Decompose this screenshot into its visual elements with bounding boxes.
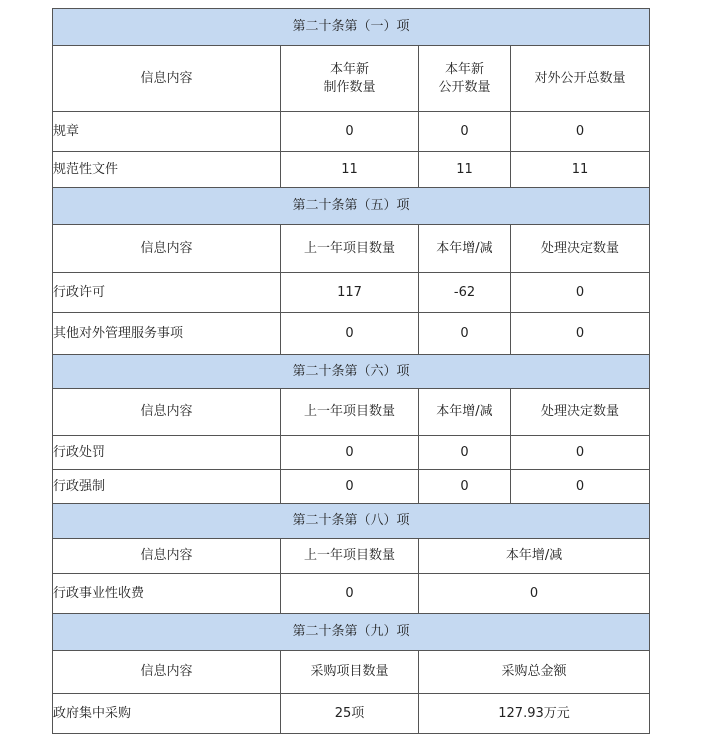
header-procurement-count: 采购项目数量 [281,651,419,694]
header-line: 本年新 [329,61,369,77]
cell-value: 0 [281,436,419,470]
header-decision-count: 处理决定数量 [511,389,650,436]
cell-value: 0 [511,313,650,355]
section-header-1 [53,9,650,46]
section-title: 第二十条第（五）项 [53,188,650,225]
header-prev-year-count: 上一年项目数量 [281,389,419,436]
column-header-row [53,225,650,273]
column-header-row [53,46,650,112]
cell-value: 0 [419,313,511,355]
row-label: 行政处罚 [53,436,281,470]
section-title: 第二十条第（六）项 [53,355,650,389]
header-change: 本年增/减 [419,389,511,436]
row-label: 行政强制 [53,470,281,504]
column-header-row [53,539,650,574]
header-prev-year-count: 上一年项目数量 [281,539,419,574]
header-info-content: 信息内容 [53,225,281,273]
header-new-published [419,46,511,112]
row-label: 其他对外管理服务事项 [53,313,281,355]
section-header-8 [53,504,650,539]
cell-value: 11 [511,152,650,188]
cell-value: 0 [419,436,511,470]
section-header-9 [53,614,650,651]
header-prev-year-count: 上一年项目数量 [281,225,419,273]
cell-value: 0 [511,436,650,470]
cell-value: 0 [281,112,419,152]
table-row [53,470,650,504]
cell-value: 0 [511,112,650,152]
cell-value: 0 [419,112,511,152]
row-label: 政府集中采购 [53,694,281,734]
column-header-row [53,389,650,436]
row-label: 规章 [53,112,281,152]
cell-value: 0 [281,574,419,614]
cell-value: 25项 [281,694,419,734]
header-info-content: 信息内容 [53,389,281,436]
cell-value: 0 [511,470,650,504]
header-line: 本年新 [444,61,484,77]
table-row [53,152,650,188]
cell-value: 117 [281,273,419,313]
header-procurement-amount: 采购总金额 [419,651,650,694]
cell-value: 0 [281,470,419,504]
cell-value: 11 [281,152,419,188]
table-row [53,574,650,614]
header-total-published: 对外公开总数量 [511,46,650,112]
table-row [53,694,650,734]
cell-value: 11 [419,152,511,188]
header-decision-count: 处理决定数量 [511,225,650,273]
row-label: 行政事业性收费 [53,574,281,614]
cell-value: 0 [281,313,419,355]
header-change: 本年增/减 [419,225,511,273]
header-info-content: 信息内容 [53,46,281,112]
cell-value: 0 [419,574,650,614]
section-header-6 [53,355,650,389]
column-header-row [53,651,650,694]
table-row [53,436,650,470]
header-line: 制作数量 [323,79,376,95]
section-header-5 [53,188,650,225]
section-title: 第二十条第（九）项 [53,614,650,651]
table-row [53,313,650,355]
cell-value: -62 [419,273,511,313]
section-title: 第二十条第（八）项 [53,504,650,539]
header-info-content: 信息内容 [53,651,281,694]
table-row [53,112,650,152]
cell-value: 127.93万元 [419,694,650,734]
row-label: 规范性文件 [53,152,281,188]
header-line: 公开数量 [438,79,491,95]
section-title: 第二十条第（一）项 [53,9,650,46]
header-info-content: 信息内容 [53,539,281,574]
table-row [53,273,650,313]
header-new-created [281,46,419,112]
disclosure-table [52,8,650,734]
header-change: 本年增/减 [419,539,650,574]
cell-value: 0 [511,273,650,313]
row-label: 行政许可 [53,273,281,313]
cell-value: 0 [419,470,511,504]
